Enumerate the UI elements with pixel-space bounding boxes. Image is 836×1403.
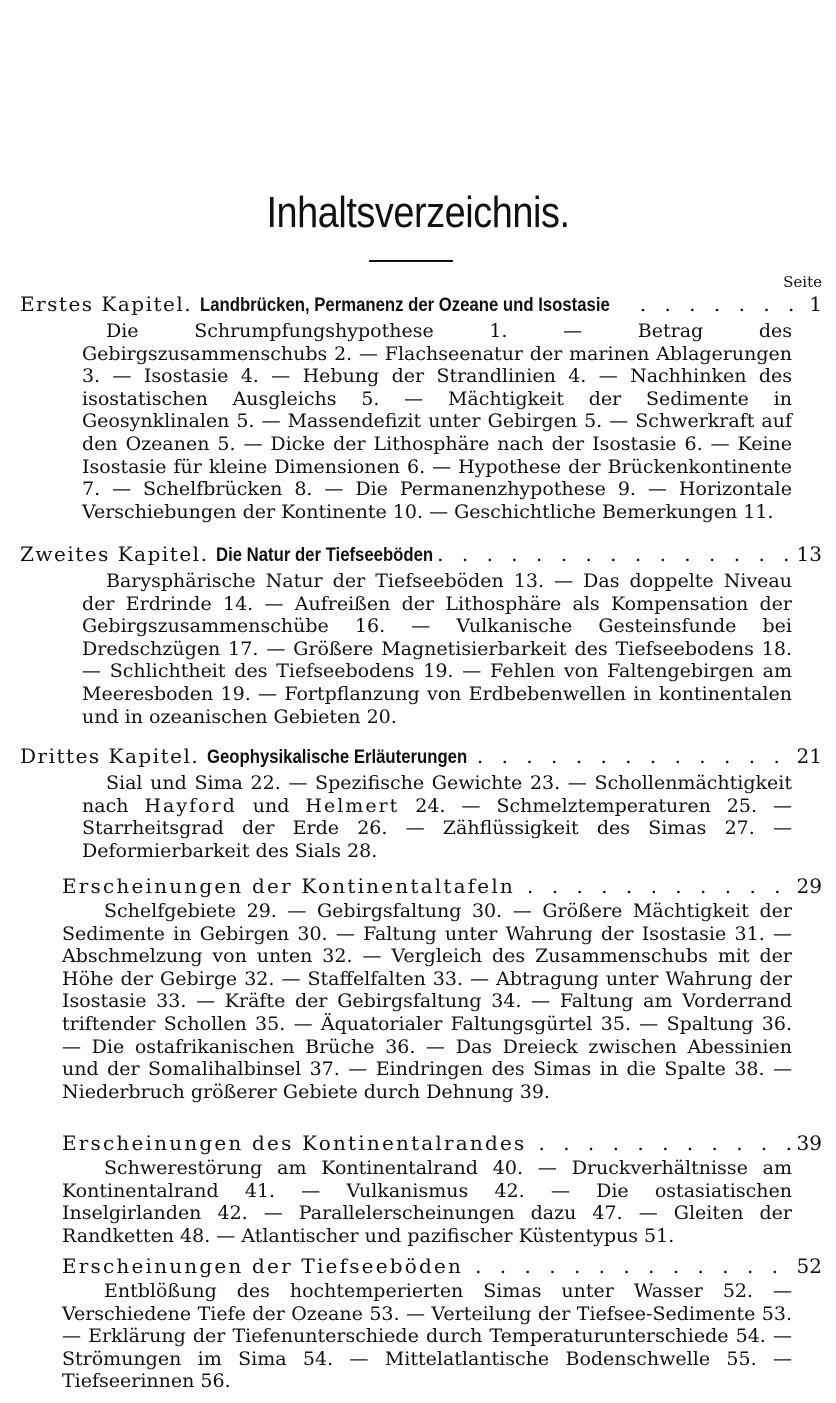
page-number: 1 [809, 292, 822, 316]
chapter-2 [20, 542, 822, 728]
summary-text: Sial und Sima 22. — Spezifische Gewichte 23. — Schollenmächtigkeit nach [82, 772, 792, 817]
section-kontinentalrand [62, 1131, 822, 1247]
chapter-title: Geophysikalische Erläuterungen [207, 747, 468, 768]
section-summary: Schelfgebiete 29. — Gebirgsfaltung 30. — Größere Mächtigkeit der Sedimente in Gebirgen 30. — Faltung unter Wahrung der Isostasie 31. — Abschmelzung von unten 32. — Vergleich des Zusammenschubs mit der Höhe der Gebirge 32. — Staffelfalten 33. — Abtragung unter Wahrung der Isostasie 33. — Kräfte der Gebirgsfaltung 34. — Faltung am Vorderrand triftender Schollen 35. — Äquatorialer Faltungsgürtel 35. — Spaltung 36. — Die ostafrikanischen Brüche 36. — Das Dreieck zwischen Abessinien und der Somalihalbinsel 37. — Eindringen des Simas in die Spalte 38. — Niederbruch größerer Gebiete durch Dehnung 39. [62, 900, 792, 1103]
chapter-label: Zweites Kapitel. [20, 542, 209, 566]
chapter-title: Landbrücken, Permanenz der Ozeane und Isostasie [200, 295, 610, 316]
chapter-1-heading[interactable] [20, 292, 822, 318]
summary-text: und [236, 794, 306, 817]
section-label: Erscheinungen der Kontinentaltafeln [62, 874, 516, 898]
section-tiefseeboeden [62, 1254, 822, 1393]
section-summary: Schwerestörung am Kontinentalrand 40. — Druckverhältnisse am Kontinentalrand 41. — Vulkanismus 42. — Die ostasiatischen Inselgirlanden 42. — Parallelerscheinungen dazu 47. — Gleiten der Randketten 48. — Atlantischer und pazifischer Küstentypus 51. [62, 1157, 792, 1247]
page-number: 52 [796, 1254, 822, 1278]
leader-dots [640, 292, 798, 316]
page-number: 21 [796, 744, 822, 768]
summary-text: 24. — Schmelztemperaturen 25. — Starrheitsgrad der Erde 26. — Zähflüssigkeit des Simas 27. — Deformierbarkeit des Sials 28. [82, 794, 793, 862]
section-kontinentaltafeln [62, 874, 822, 1103]
page-title: Inhaltsverzeichnis. [266, 188, 570, 237]
author-name: Hayford [144, 794, 237, 817]
section-heading[interactable] [62, 1131, 822, 1155]
chapter-summary: Barysphärische Natur der Tiefseeböden 13. — Das doppelte Niveau der Erdrinde 14. — Aufreißen der Lithosphäre als Kompensation der Gebirgszusammenschübe 16. — Vulkanische Gesteinsfunde bei Dredschzügen 17. — Größere Magnetisierbarkeit des Tiefseebodens 18. — Schlichtheit des Tiefseebodens 19. — Fehlen von Faltengebirgen am Meeresboden 19. — Fortpflanzung von Erdbebenwellen in kontinentalen und in ozeanischen Gebieten 20. [82, 570, 792, 728]
chapter-2-heading[interactable] [20, 542, 822, 568]
chapter-3 [20, 744, 822, 862]
section-heading[interactable] [62, 1254, 822, 1278]
title-rule [369, 260, 453, 262]
section-label: Erscheinungen des Kontinentalrandes [62, 1131, 527, 1155]
leader-dots [477, 744, 793, 768]
leader-dots [527, 874, 793, 898]
page-number: 39 [796, 1131, 822, 1155]
chapter-summary: Die Schrumpfungshypothese 1. — Betrag des Gebirgszusammenschubs 2. — Flachseenatur der marinen Ablagerungen 3. — Isostasie 4. — Hebung der Strandlinien 4. — Nachhinken des isostatischen Ausgleichs 5. — Mächtigkeit der Sedimente in Geosynklinalen 5. — Massendefizit unter Gebirgen 5. — Schwerkraft auf den Ozeanen 5. — Dicke der Lithosphäre nach der Isostasie 6. — Keine Isostasie für kleine Dimensionen 6. — Hypothese der Brückenkontinente 7. — Schelfbrücken 8. — Die Permanenzhypothese 9. — Horizontale Verschiebungen der Kontinente 10. — Geschichtliche Bemerkungen 11. [82, 320, 792, 523]
chapter-label: Erstes Kapitel. [20, 292, 193, 316]
chapter-title: Die Natur der Tiefseeböden [216, 545, 434, 566]
page-number: 13 [796, 542, 822, 566]
chapter-summary [82, 772, 792, 862]
leader-dots [475, 1254, 792, 1278]
author-name: Helmert [305, 794, 400, 817]
section-label: Erscheinungen der Tiefseeböden [62, 1254, 464, 1278]
leader-dots [437, 542, 792, 566]
chapter-label: Drittes Kapitel. [20, 744, 200, 768]
chapter-1 [20, 292, 822, 523]
chapter-3-heading[interactable] [20, 744, 822, 770]
page-column-label: Seite [783, 273, 822, 291]
section-summary: Entblößung des hochtemperierten Simas unter Wasser 52. — Verschiedene Tiefe der Ozeane 53. — Verteilung der Tiefsee-Sedimente 53. — Erklärung der Tiefenunterschiede durch Temperaturunterschiede 54. — Strömungen im Sima 54. — Mittelatlantische Bodenschwelle 55. — Tiefseerinnen 56. [62, 1280, 792, 1393]
leader-dots [539, 1131, 793, 1155]
page-number: 29 [796, 874, 822, 898]
section-heading[interactable] [62, 874, 822, 898]
